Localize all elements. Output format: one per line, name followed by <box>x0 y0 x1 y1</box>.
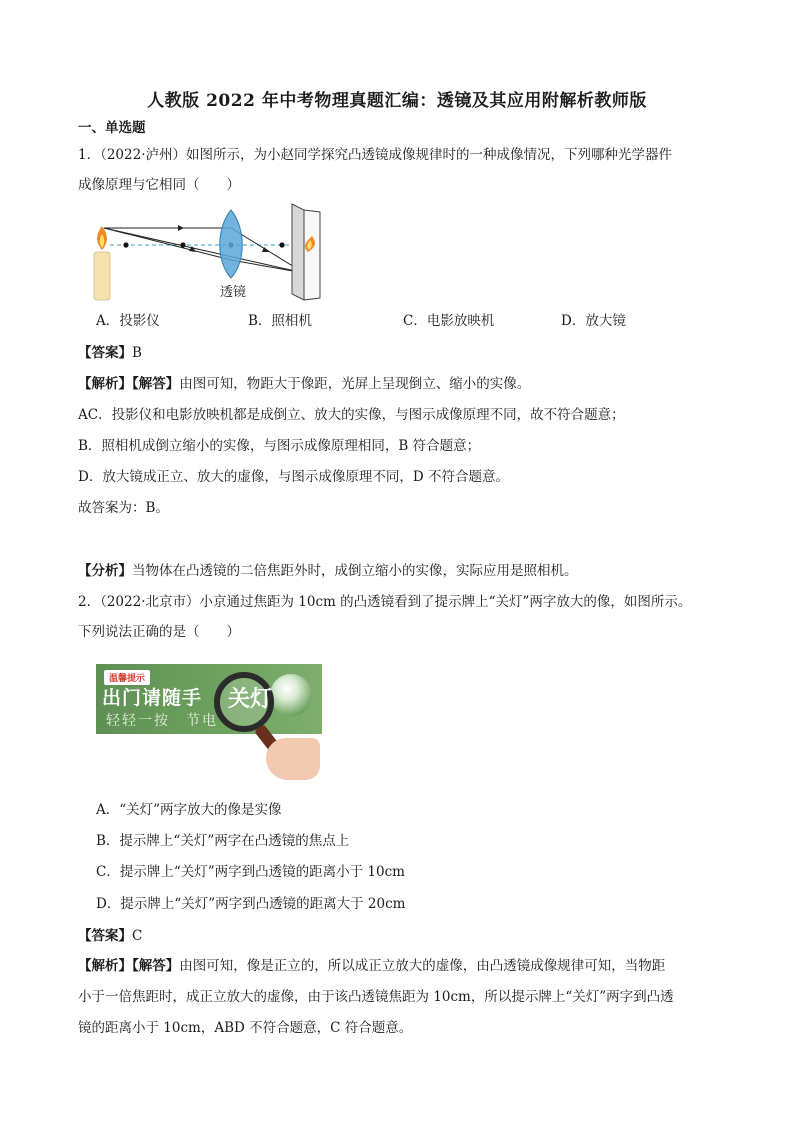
q1-option-b: B．照相机 <box>248 313 312 329</box>
q1-analysis-line1: 【解析】【解答】由图可知，物距大于像距，光屏上呈现倒立、缩小的实像。 <box>78 376 531 392</box>
analysis-label: 【解析】 <box>78 376 132 392</box>
answer-label: 【答案】 <box>78 928 132 944</box>
summary-label: 【分析】 <box>78 563 132 579</box>
focal-point <box>279 242 284 247</box>
q1-analysis-line4: D．放大镜成正立、放大的虚像，与图示成像原理不同，D 不符合题意。 <box>78 469 509 485</box>
q2-answer <box>78 926 142 946</box>
q2-option-d: D．提示牌上“关灯”两字到凸透镜的距离大于 20cm <box>96 896 406 912</box>
q1-option-d: D．放大镜 <box>561 313 626 329</box>
analysis-sub-label: 【解答】 <box>132 376 180 392</box>
sign-main-text: 出门请随手 <box>102 687 203 709</box>
q1-lens-diagram <box>86 200 336 304</box>
section-heading: 一、单选题 <box>78 120 146 136</box>
q1-stem-line1: 1．（2022·泸州）如图所示，为小赵同学探究凸透镜成像规律时的一种成像情况，下列哪种光学器件 <box>78 147 672 163</box>
focal-point <box>180 242 185 247</box>
q1-answer <box>78 343 142 363</box>
q1-analysis-line3: B．照相机成倒立缩小的实像，与图示成像原理相同，B 符合题意； <box>78 438 481 454</box>
q2-stem-line2: 下列说法正确的是（ ） <box>78 624 240 640</box>
q2-stem-line1: 2．（2022·北京市）小京通过焦距为 10cm 的凸透镜看到了提示牌上“关灯”两字放大的像，如图所示。 <box>78 594 692 610</box>
lens-label: 透镜 <box>220 285 247 300</box>
analysis-label: 【解析】 <box>78 958 132 974</box>
answer-label: 【答案】 <box>78 345 132 361</box>
q1-option-a: A．投影仪 <box>96 313 160 329</box>
focal-point <box>123 242 128 247</box>
page-title: 人教版 2022 年中考物理真题汇编：透镜及其应用附解析教师版 <box>147 91 647 111</box>
q2-option-c: C．提示牌上“关灯”两字到凸透镜的距离小于 10cm <box>96 864 405 880</box>
q1-stem-line2: 成像原理与它相同（ ） <box>78 177 240 193</box>
q1-analysis-line2: AC．投影仪和电影放映机都是成倒立、放大的实像，与图示成像原理不同，故不符合题意； <box>78 407 625 423</box>
q1-analysis-line5: 故答案为：B。 <box>78 500 169 516</box>
answer-value: C <box>132 928 143 944</box>
convex-lens-icon <box>220 210 243 278</box>
q1-option-c: C．电影放映机 <box>403 313 495 329</box>
light-screen-icon <box>304 210 320 300</box>
sign-tag: 温馨提示 <box>104 670 150 685</box>
sign-sub-text: 轻轻一按 节电 <box>106 713 218 729</box>
candle-icon <box>94 252 110 300</box>
analysis-sub-label: 【解答】 <box>132 958 180 974</box>
hand-icon <box>266 738 320 780</box>
q1-summary: 【分析】当物体在凸透镜的二倍焦距外时，成倒立缩小的实像，实际应用是照相机。 <box>78 563 578 579</box>
q2-analysis-line3: 镜的距离小于 10cm，ABD 不符合题意，C 符合题意。 <box>78 1020 413 1036</box>
q2-option-b: B．提示牌上“关灯”两字在凸透镜的焦点上 <box>96 833 350 849</box>
q2-sign-photo <box>96 664 322 780</box>
answer-value: B <box>132 345 142 361</box>
q2-option-a: A．“关灯”两字放大的像是实像 <box>96 802 282 818</box>
q2-analysis-line1: 【解析】【解答】由图可知，像是正立的，所以成正立放大的虚像，由凸透镜成像规律可知，当物距 <box>78 958 666 974</box>
globe-icon <box>270 674 312 716</box>
magnified-text: 关灯 <box>228 687 273 712</box>
q2-analysis-line2: 小于一倍焦距时，成正立放大的虚像，由于该凸透镜焦距为 10cm，所以提示牌上“关灯”两字到凸透 <box>78 989 674 1005</box>
